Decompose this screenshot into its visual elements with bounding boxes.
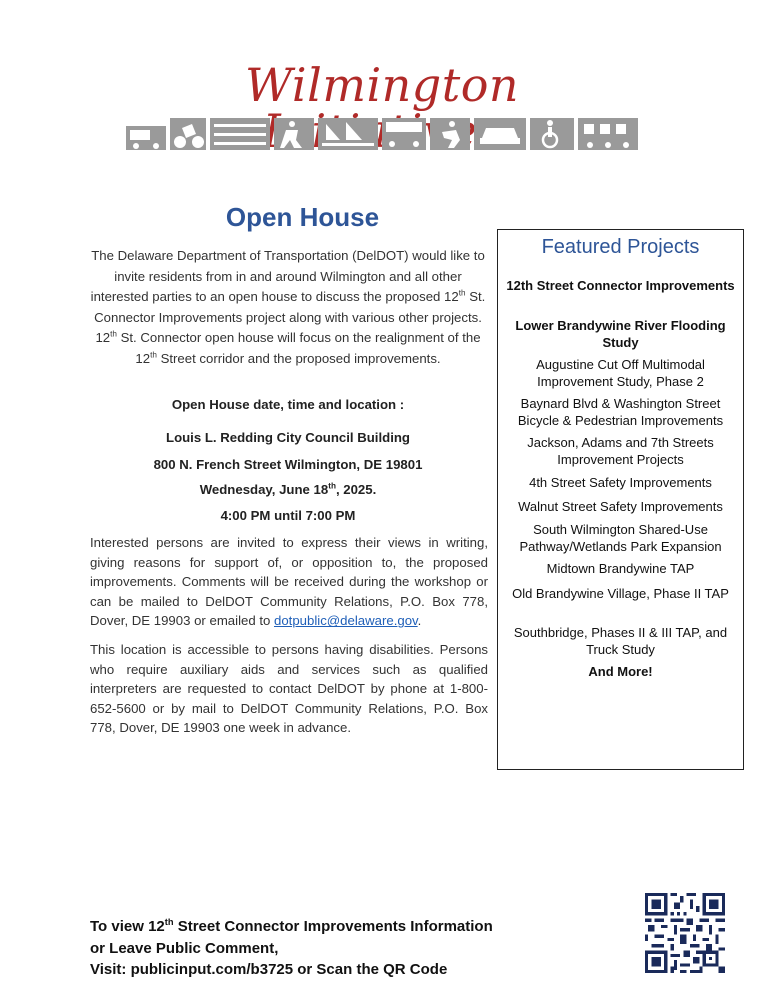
event-heading: Open House date, time and location : (171, 397, 405, 412)
event-address: 800 N. French Street Wilmington, DE 19801 (153, 457, 423, 472)
intro-text-1: The Delaware Department of Transportation (DelDOT) would like to invite residents from in and around Wilmington and all other interested parties to an open house to discuss the proposed 12 (90, 248, 485, 304)
bus-icon (382, 118, 426, 150)
page-title: Open House (225, 202, 380, 232)
event-date-text: Wednesday, June 18 (199, 482, 329, 497)
accessibility-paragraph: This location is accessible to persons having disabilities. Persons who require auxiliary aids and services such as qualified interpreters are requested to contact DelDOT by phone at 1-800-652-5600 or by mail to DelDOT Community Relations, P.O. Box 778, Dover, DE 19903 one week in advance. (90, 642, 488, 736)
featured-projects-title: Featured Projects (541, 236, 700, 258)
wheelchair-icon (530, 118, 574, 150)
featured-project-item: And More! (588, 664, 653, 679)
featured-project-item: 4th Street Safety Improvements (529, 475, 712, 490)
featured-projects-box (497, 229, 744, 770)
truck-icon (126, 126, 166, 150)
comments-paragraph (90, 533, 488, 631)
intro-text-2: St. Connector Improvements project along with various other projects. 12 (94, 289, 486, 345)
boat-icon (318, 118, 378, 150)
footer-line-1-post: Street Connector Improvements Information (173, 918, 493, 935)
intro-sup-3: th (150, 350, 157, 360)
footer-call-to-action (90, 916, 560, 981)
bicycle-icon (170, 118, 206, 150)
footer-line-1-pre: To view 12 (90, 918, 165, 935)
footer-line-2: or Leave Public Comment, (90, 939, 279, 957)
event-date-sup: th (328, 481, 336, 491)
intro-sup-2: th (110, 329, 117, 339)
logo-wordmark: Wilmington (244, 58, 520, 112)
footer-line-1-sup: th (164, 917, 174, 927)
footer-line-1 (90, 916, 560, 938)
intro-sup-1: th (458, 288, 466, 298)
transportation-icons-strip (126, 118, 638, 150)
footer-line-3: Visit: publicinput.com/b3725 or Scan the QR Code (90, 961, 448, 978)
featured-project-item: Baynard Blvd & Washington Street Bicycle & Pedestrian Improvements (517, 396, 724, 428)
featured-project-item: South Wilmington Shared-Use Pathway/Wetlands Park Expansion (519, 522, 722, 554)
pedestrian-icon (274, 118, 314, 150)
event-date-year: , 2025. (335, 482, 377, 497)
runner-icon (430, 118, 470, 150)
comments-end: . (417, 613, 422, 629)
featured-project-item: Augustine Cut Off Multimodal Improvement Study, Phase 2 (536, 357, 705, 389)
email-link[interactable]: dotpublic@delaware.gov (274, 613, 418, 629)
featured-project-item: Midtown Brandywine TAP (546, 561, 695, 576)
qr-code[interactable] (645, 893, 725, 973)
featured-project-item: Southbridge, Phases II & III TAP, and Truck Study (513, 625, 728, 657)
intro-paragraph (88, 246, 488, 369)
event-time: 4:00 PM until 7:00 PM (220, 508, 356, 523)
featured-project-item: Walnut Street Safety Improvements (518, 499, 723, 514)
featured-project-item: Lower Brandywine River Flooding Study (515, 318, 726, 350)
comments-text: Interested persons are invited to express their views in writing, giving reasons for support of, or opposition to, the proposed improvements. Comments will be received during the workshop or can be mailed to DelDOT Community Relations, P.O. Box 778, Dover, DE 19903 or emailed to (90, 535, 488, 629)
intro-text-3: St. Connector open house will focus on the realignment of the 12 (116, 330, 481, 366)
intro-text-4: Street corridor and the proposed improvements. (156, 350, 441, 366)
car-icon (474, 118, 526, 150)
road-icon (210, 118, 270, 150)
featured-project-item: Jackson, Adams and 7th Streets Improvement Projects (527, 435, 714, 467)
featured-project-item: 12th Street Connector Improvements (506, 278, 735, 293)
featured-project-item: Old Brandywine Village, Phase II TAP (512, 586, 729, 601)
event-venue: Louis L. Redding City Council Building (166, 430, 410, 445)
event-date (88, 482, 488, 497)
train-icon (578, 118, 638, 150)
